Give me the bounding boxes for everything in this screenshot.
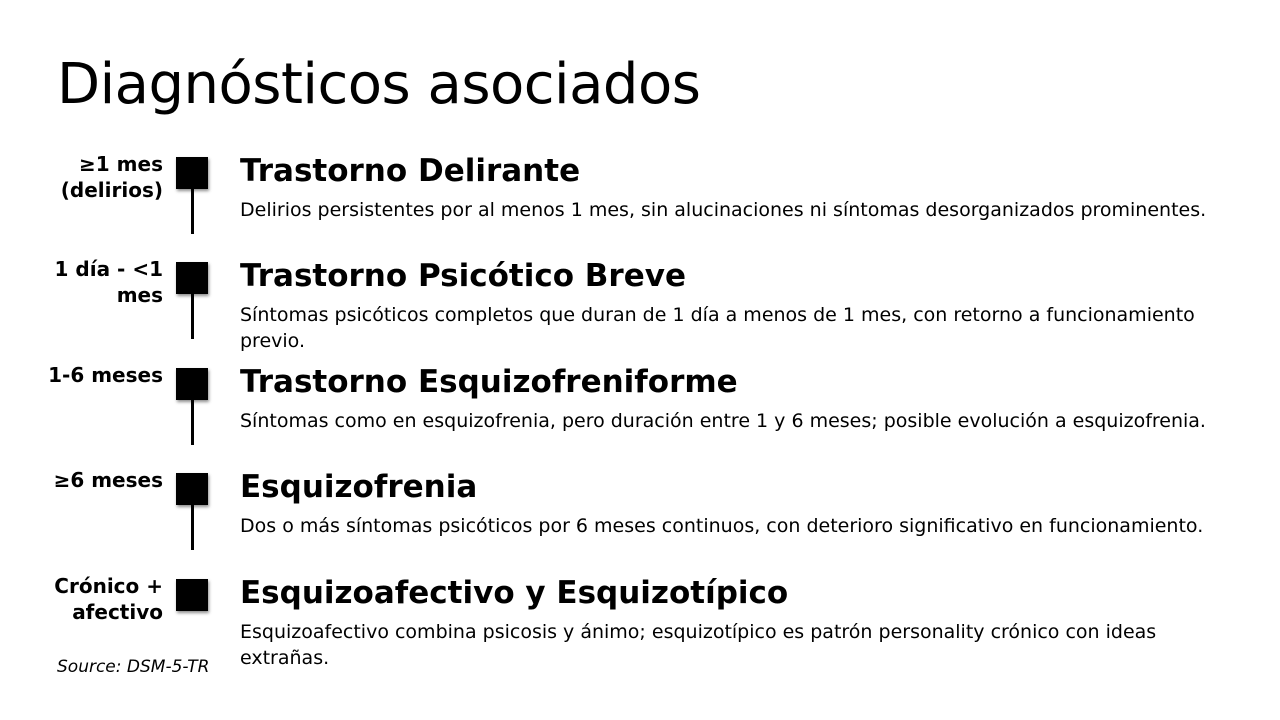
- diagnosis-title: Trastorno Delirante: [240, 153, 581, 189]
- diagnosis-description: Esquizoafectivo combina psicosis y ánimo; esquizotípico es patrón personality crónico con ideas extrañas.: [240, 621, 1157, 669]
- timeline-marker-square: [176, 157, 208, 189]
- time-label: ≥6 meses: [53, 468, 163, 492]
- slide-title: Diagnósticos asociados: [57, 52, 701, 117]
- diagnosis-title: Trastorno Psicótico Breve: [240, 258, 686, 294]
- time-label: 1 día - <1 mes: [54, 257, 163, 307]
- timeline-marker-square: [176, 473, 208, 505]
- timeline-connector: [191, 294, 194, 339]
- time-label: 1-6 meses: [48, 363, 163, 387]
- diagnosis-description: Síntomas como en esquizofrenia, pero duración entre 1 y 6 meses; posible evolución a esquizofrenia.: [240, 410, 1206, 432]
- timeline-connector: [191, 505, 194, 550]
- diagnosis-description: Síntomas psicóticos completos que duran de 1 día a menos de 1 mes, con retorno a funcionamiento previo.: [240, 304, 1195, 352]
- timeline-connector: [191, 400, 194, 445]
- timeline-marker-square: [176, 579, 208, 611]
- timeline-connector: [191, 189, 194, 234]
- time-label: ≥1 mes (delirios): [60, 152, 163, 202]
- time-label: Crónico + afectivo: [54, 574, 163, 624]
- diagnosis-title: Trastorno Esquizofreniforme: [240, 364, 738, 400]
- diagnosis-title: Esquizoafectivo y Esquizotípico: [240, 575, 789, 611]
- timeline-marker-square: [176, 262, 208, 294]
- source-citation: Source: DSM-5-TR: [57, 657, 210, 677]
- timeline-marker-square: [176, 368, 208, 400]
- diagnosis-description: Dos o más síntomas psicóticos por 6 meses continuos, con deterioro significativo en funcionamiento.: [240, 515, 1204, 537]
- diagnosis-description: Delirios persistentes por al menos 1 mes, sin alucinaciones ni síntomas desorganizados prominentes.: [240, 199, 1207, 221]
- diagnosis-title: Esquizofrenia: [240, 469, 478, 505]
